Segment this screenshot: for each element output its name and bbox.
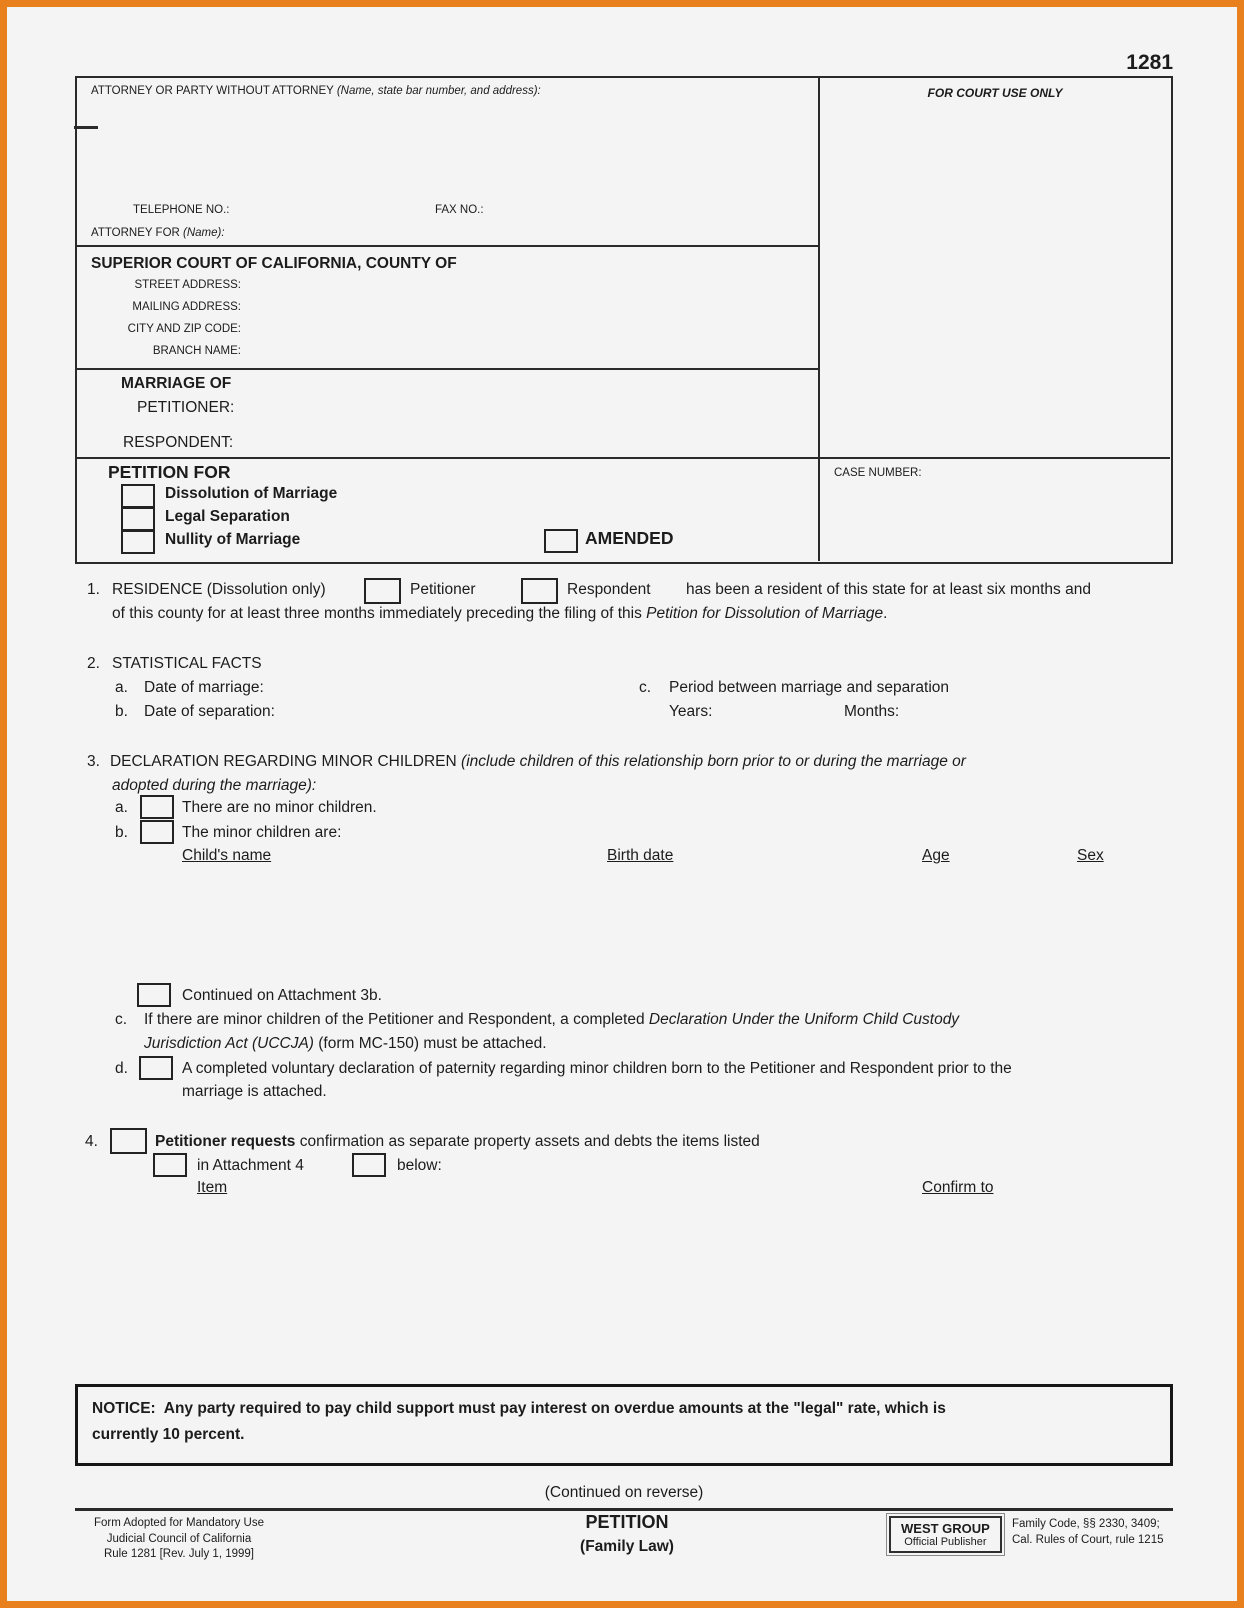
checkbox-continued-attachment-3b[interactable] [137,983,171,1007]
s2-months-label: Months: [844,703,900,720]
option-nullity: Nullity of Marriage [165,531,301,548]
s1-line2: of this county for at least three months immediately preceding the filing of this [112,605,647,622]
court-use-label: FOR COURT USE ONLY [927,86,1063,100]
attorney-for-note: (Name): [183,227,225,239]
notice-text2: currently 10 percent. [92,1426,245,1443]
superior-court-title: SUPERIOR COURT OF CALIFORNIA, COUNTY OF [91,255,457,272]
s1-line1-rest: has been a resident of this state for at least six months and [686,581,1091,598]
attorney-for-label: ATTORNEY FOR [91,227,184,239]
s2-years-label: Years: [669,703,713,720]
checkbox-below[interactable] [352,1153,386,1177]
s1-respondent-label: Respondent [567,581,651,598]
checkbox-amended[interactable] [544,529,578,553]
s3-c-italic2: Jurisdiction Act (UCCJA) [144,1035,314,1052]
s3-title-italic2: adopted during the marriage): [112,777,317,794]
s2-number: 2. [87,655,100,672]
checkbox-no-minor-children[interactable] [140,795,174,819]
s3-b-text: The minor children are: [182,824,342,841]
petition-for-label: PETITION FOR [108,462,231,482]
notice-text: Any party required to pay child support must pay interest on overdue amounts at the "legal" rate, which is [155,1400,946,1417]
s3-b-label: b. [115,824,128,841]
s4-attachment-text: in Attachment 4 [197,1157,304,1174]
s1-line2-italic: Petition for Dissolution of Marriage [646,605,884,622]
header-table [75,76,1173,564]
form-number: 1281 [1126,51,1173,74]
checkbox-residence-respondent[interactable] [521,578,558,604]
option-dissolution: Dissolution of Marriage [165,485,338,502]
publisher-box [886,1513,1005,1556]
s3-title: DECLARATION REGARDING MINOR CHILDREN [109,753,462,770]
column-age: Age [922,847,950,864]
telephone-label: TELEPHONE NO.: [133,204,230,216]
s1-line2-end: . [883,605,888,622]
s3-d-label: d. [115,1060,128,1077]
attorney-label: ATTORNEY OR PARTY WITHOUT ATTORNEY [91,85,337,97]
checkbox-residence-petitioner[interactable] [364,578,401,604]
footer-subtitle: (Family Law) [580,1538,674,1555]
registration-tick [74,126,98,129]
s3-title-italic: (include children of this relationship born prior to or during the marriage or [461,753,966,770]
superior-court-box[interactable] [77,247,820,370]
fax-label: FAX NO.: [435,204,484,216]
publisher-name: WEST GROUP [901,1521,990,1536]
case-number-label: CASE NUMBER: [834,467,922,479]
footer-right-line1: Family Code, §§ 2330, 3409; [1012,1518,1160,1530]
city-zip-label: CITY AND ZIP CODE: [127,323,241,335]
s3-continued-text: Continued on Attachment 3b. [182,987,382,1004]
s3-c-rest: (form MC-150) must be attached. [313,1035,547,1052]
column-item: Item [197,1179,228,1196]
checkbox-nullity[interactable] [121,530,155,554]
s4-bold: Petitioner requests [155,1133,296,1150]
continued-on-reverse: (Continued on reverse) [544,1484,704,1501]
street-address-label: STREET ADDRESS: [134,279,241,291]
checkbox-legal-separation[interactable] [121,507,155,531]
court-use-box [820,78,1170,459]
footer-title: PETITION [585,1512,669,1532]
s3-a-text: There are no minor children. [182,799,377,816]
column-confirm-to: Confirm to [922,1179,994,1196]
s4-rest: confirmation as separate property assets and debts the items listed [295,1133,760,1150]
footer-left-line2: Judicial Council of California [106,1532,252,1545]
s3-d-text: A completed voluntary declaration of paternity regarding minor children born to the Petitioner and Respondent prior to the [182,1060,1012,1077]
petition-for-box [77,459,820,561]
footer-left-line3: Rule 1281 [Rev. July 1, 1999] [103,1548,255,1560]
s2-a-text: Date of marriage: [144,679,264,696]
notice-box [75,1384,1173,1466]
s1-title: RESIDENCE (Dissolution only) [112,581,326,598]
s2-a-label: a. [115,679,128,696]
checkbox-petitioner-requests[interactable] [110,1128,147,1154]
column-birth-date: Birth date [607,847,674,864]
marriage-of-label: MARRIAGE OF [121,375,232,392]
footer-left-line1: Form Adopted for Mandatory Use [93,1517,265,1529]
checkbox-minor-children[interactable] [140,820,174,844]
s1-petitioner-label: Petitioner [410,581,476,598]
s2-c-label: c. [639,679,652,696]
mailing-address-label: MAILING ADDRESS: [132,301,241,313]
branch-name-label: BRANCH NAME: [152,345,241,357]
respondent-label: RESPONDENT: [123,434,234,451]
option-legal-separation: Legal Separation [165,508,290,525]
s3-c-italic: Declaration Under the Uniform Child Custody [648,1011,960,1028]
s3-a-label: a. [115,799,128,816]
footer-divider [75,1508,1173,1511]
checkbox-paternity-declaration[interactable] [139,1056,173,1080]
s2-c-text: Period between marriage and separation [669,679,950,696]
s2-b-text: Date of separation: [144,703,275,720]
s4-below-text: below: [397,1157,442,1174]
column-childs-name: Child's name [182,847,272,864]
marriage-of-box[interactable] [77,370,820,459]
publisher-subtitle: Official Publisher [904,1536,987,1548]
attorney-box[interactable] [77,78,820,247]
column-sex: Sex [1077,847,1104,864]
s3-number: 3. [87,753,100,770]
case-number-box[interactable] [820,459,1170,561]
s2-title: STATISTICAL FACTS [112,655,262,672]
s4-number: 4. [85,1133,98,1150]
s3-c-label: c. [115,1011,128,1028]
checkbox-dissolution[interactable] [121,484,155,508]
s2-b-label: b. [115,703,128,720]
attorney-label-note: (Name, state bar number, and address): [336,85,541,97]
s3-d-text2: marriage is attached. [182,1083,327,1100]
petitioner-label: PETITIONER: [137,399,235,416]
amended-label: AMENDED [585,528,674,548]
footer-right-line2: Cal. Rules of Court, rule 1215 [1012,1533,1164,1546]
checkbox-in-attachment-4[interactable] [153,1153,187,1177]
s3-c-pre: If there are minor children of the Petitioner and Respondent, a completed [144,1011,649,1028]
s1-number: 1. [87,581,100,598]
notice-label: NOTICE: [92,1400,156,1417]
